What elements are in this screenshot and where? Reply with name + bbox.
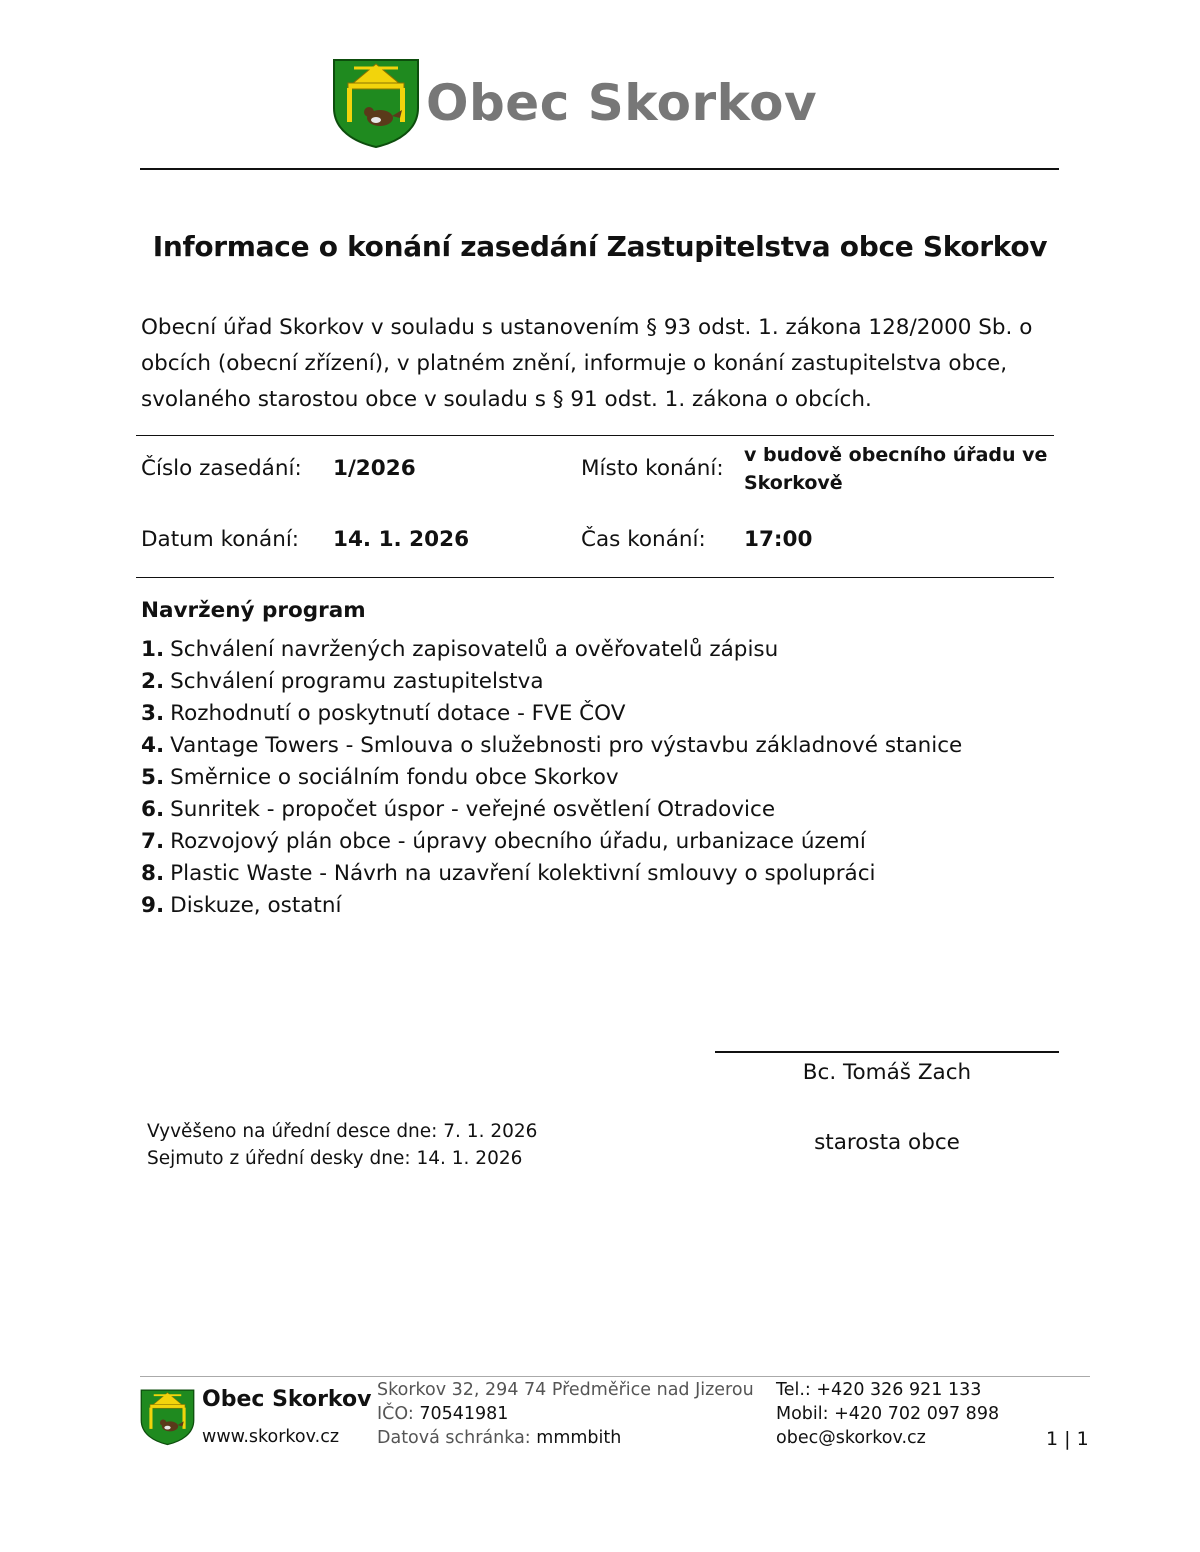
info-divider-bottom (136, 577, 1054, 578)
program-item-number: 8. (141, 861, 165, 886)
program-item (141, 794, 962, 826)
program-heading: Navržený program (141, 598, 366, 623)
meeting-number-value: 1/2026 (333, 456, 416, 481)
posted-date: Vyvěšeno na úřední desce dne: 7. 1. 2026 (147, 1121, 538, 1142)
footer-email-link[interactable]: obec@skorkov.cz (776, 1428, 926, 1448)
footer-databox-label: Datová schránka: (377, 1428, 531, 1448)
footer-ico-value: 70541981 (419, 1404, 509, 1424)
program-item (141, 858, 962, 890)
program-item-number: 5. (141, 765, 165, 790)
removed-date: Sejmuto z úřední desky dne: 14. 1. 2026 (147, 1148, 523, 1169)
footer-mobile (776, 1402, 999, 1426)
program-item-text: Schválení programu zastupitelstva (170, 669, 544, 694)
footer-databox-value: mmmbith (536, 1428, 622, 1448)
footer-ico-label: IČO: (377, 1404, 414, 1424)
program-item (141, 762, 962, 794)
signature-role: starosta obce (814, 1130, 960, 1155)
program-item-text: Schválení navržených zapisovatelů a ověřovatelů zápisu (170, 637, 779, 662)
footer-contact-block (776, 1378, 999, 1450)
program-item-number: 6. (141, 797, 165, 822)
footer-mobile-label: Mobil: (776, 1404, 829, 1424)
page-number: 1 | 1 (1046, 1428, 1089, 1450)
program-item-text: Rozhodnutí o poskytnutí dotace - FVE ČOV (170, 701, 626, 726)
program-item-number: 7. (141, 829, 165, 854)
meeting-place-line: Skorkově (744, 472, 843, 494)
intro-line: obcích (obecní zřízení), v platném znění, informuje o konání zastupitelstva obce, (141, 351, 1008, 376)
program-item-text: Plastic Waste - Návrh na uzavření kolektivní smlouvy o spolupráci (170, 861, 876, 886)
posting-info (147, 1118, 537, 1172)
signature-name: Bc. Tomáš Zach (802, 1060, 972, 1085)
meeting-time-value: 17:00 (744, 527, 813, 552)
footer-address-block (377, 1378, 754, 1450)
meeting-place-label: Místo konání: (581, 456, 724, 481)
program-item-number: 3. (141, 701, 165, 726)
program-item-text: Sunritek - propočet úspor - veřejné osvětlení Otradovice (170, 797, 776, 822)
footer-address: Skorkov 32, 294 74 Předměřice nad Jizerou (377, 1380, 754, 1400)
footer-phone (776, 1378, 999, 1402)
signature-line (715, 1051, 1059, 1053)
program-item-text: Diskuze, ostatní (170, 893, 342, 918)
program-item (141, 666, 962, 698)
program-item-text: Rozvojový plán obce - úpravy obecního úřadu, urbanizace území (170, 829, 866, 854)
intro-paragraph (141, 310, 1061, 418)
intro-line: svolaného starostou obce v souladu s § 91 odst. 1. zákona o obcích. (141, 387, 872, 412)
header-municipality-name: Obec Skorkov (426, 74, 818, 132)
program-item (141, 826, 962, 858)
program-item-number: 4. (141, 733, 165, 758)
meeting-date-value: 14. 1. 2026 (333, 527, 470, 552)
info-divider-top (136, 435, 1054, 436)
intro-line: Obecní úřad Skorkov v souladu s ustanovením § 93 odst. 1. zákona 128/2000 Sb. o (141, 315, 1033, 340)
header-divider (140, 168, 1059, 170)
footer-databox (377, 1426, 754, 1450)
footer-municipality-name: Obec Skorkov (202, 1387, 372, 1412)
meeting-number-label: Číslo zasedání: (141, 456, 302, 481)
program-item (141, 698, 962, 730)
coat-of-arms-icon (140, 1388, 195, 1446)
program-item (141, 890, 962, 922)
footer-phone-label: Tel.: (776, 1380, 811, 1400)
meeting-place-value (744, 441, 1047, 497)
meeting-place-line: v budově obecního úřadu ve (744, 444, 1048, 466)
document-title: Informace o konání zasedání Zastupitelstva obce Skorkov (152, 230, 1048, 263)
program-item-text: Směrnice o sociálním fondu obce Skorkov (170, 765, 619, 790)
program-item-text: Vantage Towers - Smlouva o služebnosti pro výstavbu základnové stanice (170, 733, 963, 758)
footer-website-link[interactable]: www.skorkov.cz (202, 1427, 340, 1447)
footer-phone-value: +420 326 921 133 (816, 1380, 982, 1400)
coat-of-arms-icon (332, 58, 420, 148)
program-item (141, 730, 962, 762)
program-list (141, 634, 962, 922)
program-item-number: 1. (141, 637, 165, 662)
footer-ico (377, 1402, 754, 1426)
footer-mobile-value: +420 702 097 898 (834, 1404, 1000, 1424)
meeting-time-label: Čas konání: (581, 527, 706, 552)
meeting-date-label: Datum konání: (141, 527, 300, 552)
program-item-number: 2. (141, 669, 165, 694)
footer-divider (140, 1376, 1090, 1377)
program-item-number: 9. (141, 893, 165, 918)
program-item (141, 634, 962, 666)
